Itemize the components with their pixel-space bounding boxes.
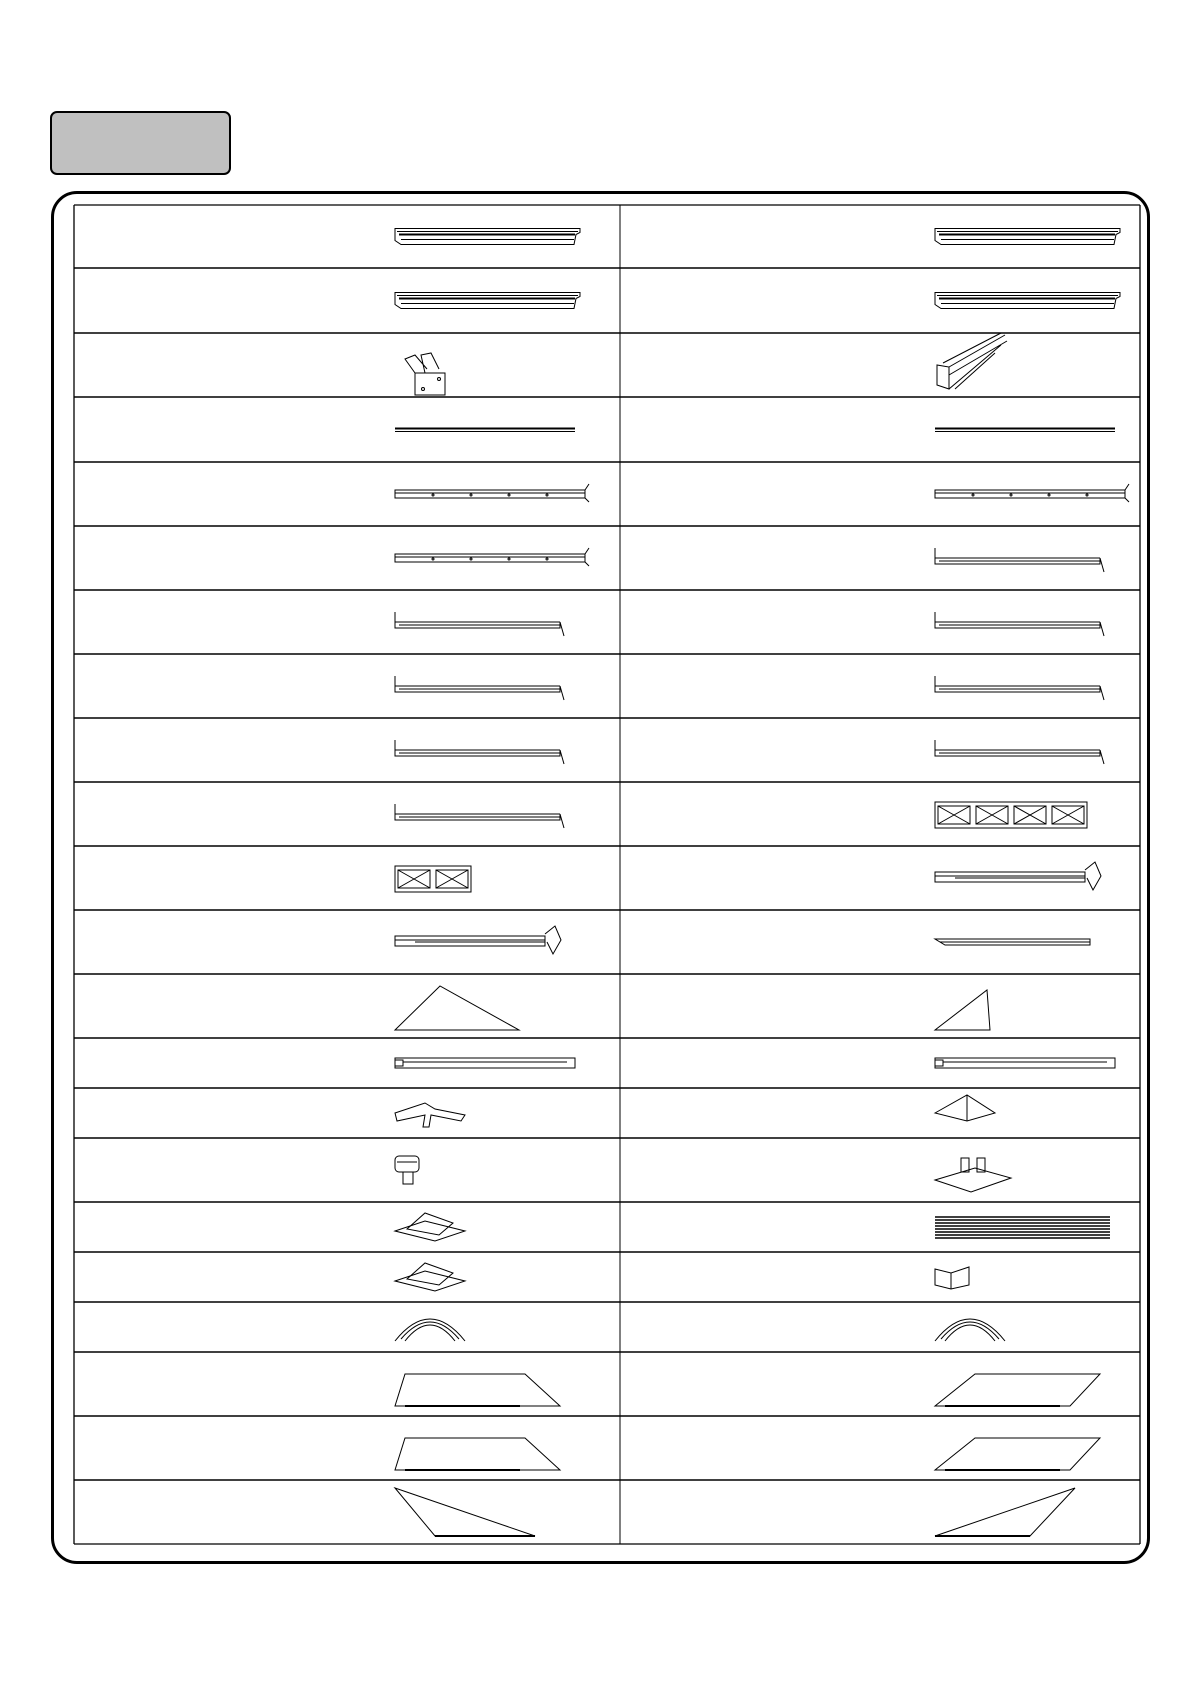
part-angle-beam — [935, 612, 1104, 636]
part-post-cap — [395, 1156, 419, 1184]
right-column-parts — [935, 229, 1129, 1537]
part-brace-bracket — [937, 333, 1007, 389]
part-plank-stack — [935, 1217, 1110, 1238]
part-arch-bracket — [395, 1319, 465, 1341]
part-rail-with-joint — [395, 926, 561, 954]
part-drilled-bar — [395, 484, 589, 502]
part-angle-beam — [935, 548, 1104, 572]
part-angle-beam — [935, 740, 1104, 764]
part-angle-beam — [395, 804, 564, 828]
part-flat-rail — [935, 939, 1090, 945]
part-post-base — [395, 1213, 465, 1241]
part-rail-with-joint — [935, 862, 1101, 890]
part-truss-4 — [935, 802, 1087, 828]
part-channel-bar — [395, 1058, 575, 1068]
part-angle-beam — [395, 740, 564, 764]
part-small-triangle — [935, 990, 990, 1030]
part-peak-cap — [935, 1095, 995, 1121]
part-gable-triangle — [395, 986, 519, 1030]
part-base-plate — [935, 1158, 1011, 1192]
part-thin-bar — [395, 429, 575, 432]
part-bracket — [405, 353, 445, 395]
part-roof-panel — [395, 1438, 560, 1470]
part-triangle-panel — [935, 1488, 1075, 1536]
part-truss-2 — [395, 866, 471, 892]
grid-lines — [74, 205, 1140, 1544]
part-angle-beam — [395, 676, 564, 700]
part-drilled-bar — [395, 548, 589, 566]
part-long-rail — [395, 293, 580, 309]
part-roof-panel — [935, 1374, 1100, 1406]
part-angle-beam — [935, 676, 1104, 700]
part-post-base — [395, 1263, 465, 1291]
part-angle-beam — [395, 612, 564, 636]
part-long-rail — [935, 229, 1120, 245]
part-triangle-panel — [395, 1488, 535, 1536]
part-thin-bar — [935, 429, 1115, 432]
left-column-parts — [395, 229, 589, 1537]
part-corner-plate — [935, 1267, 969, 1289]
part-corner-connector — [395, 1103, 465, 1127]
part-long-rail — [935, 293, 1120, 309]
part-channel-bar — [935, 1058, 1115, 1068]
part-roof-panel — [395, 1374, 560, 1406]
part-roof-panel — [935, 1438, 1100, 1470]
part-arch-bracket — [935, 1319, 1005, 1341]
part-long-rail — [395, 229, 580, 245]
part-drilled-bar — [935, 484, 1129, 502]
